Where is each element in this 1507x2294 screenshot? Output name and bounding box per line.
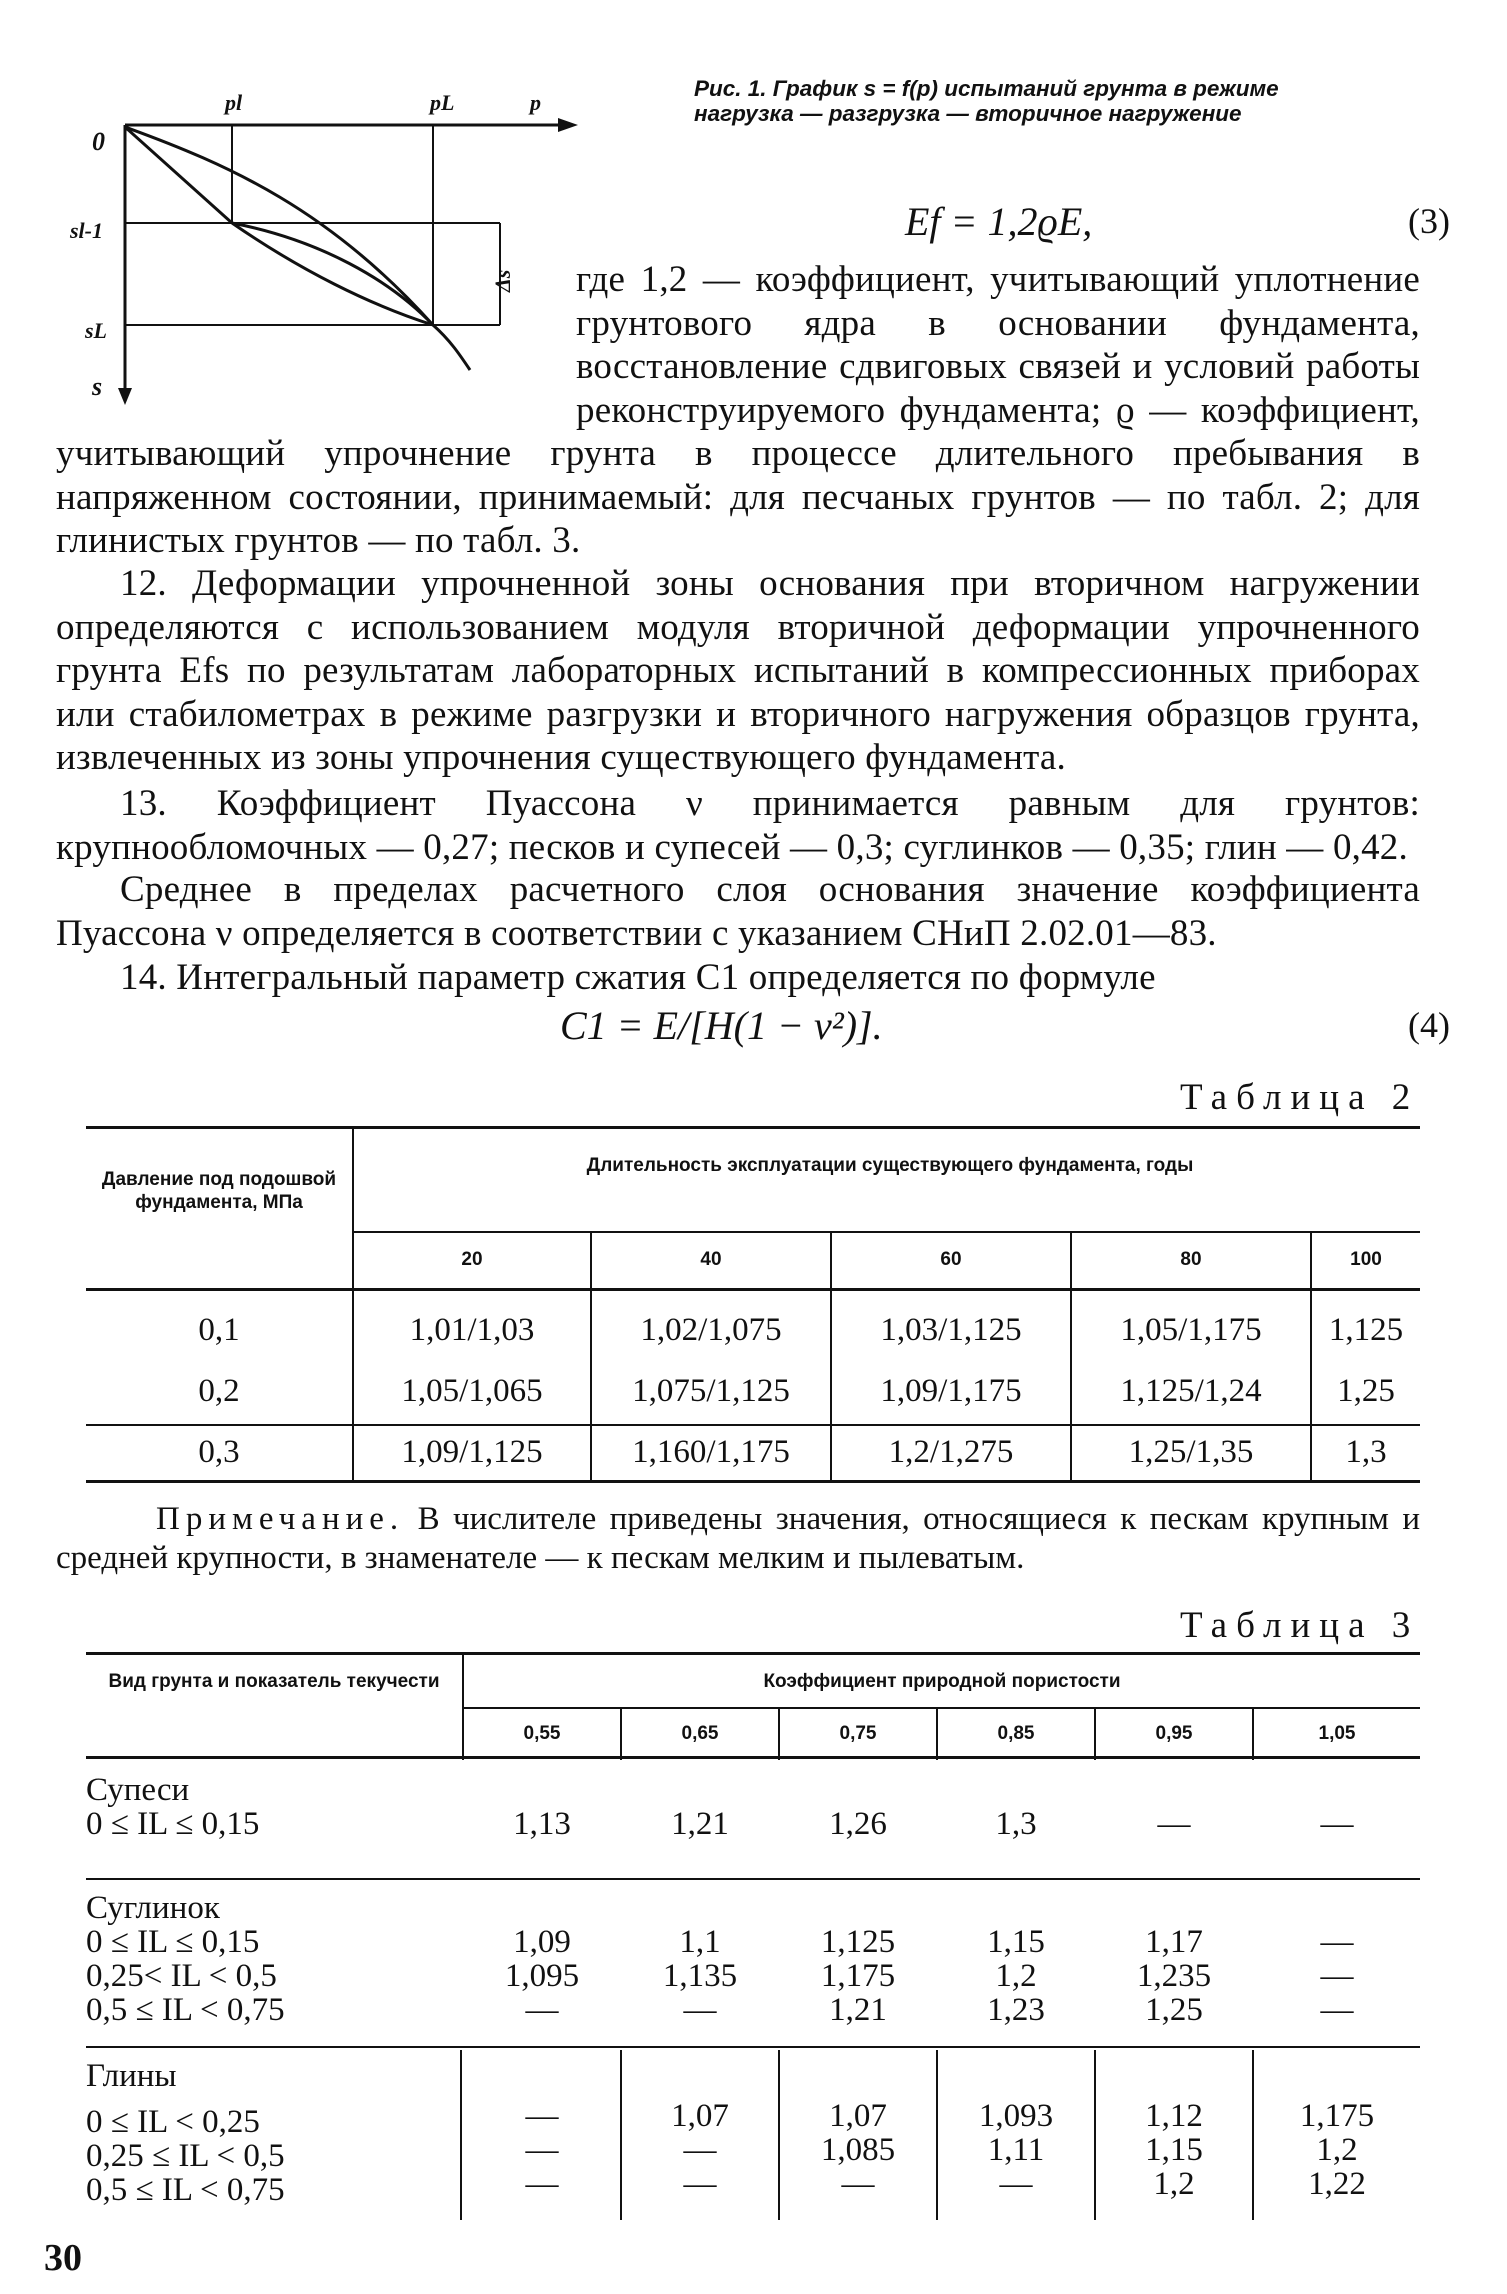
table2-year-header: 100 [1350, 1249, 1382, 1270]
table2-cell: 1,03/1,125 [880, 1312, 1022, 1348]
table2-year-header: 20 [461, 1249, 483, 1270]
paragraph-average: Среднее в пределах расчетного слоя основания значение коэффициента Пуассона ν определяется в соответствии с указанием СНиП 2.02.01—83. [56, 869, 1420, 954]
table2-year-header: 40 [700, 1249, 722, 1270]
fig-label-p1: pl [225, 90, 243, 115]
table3-cell: 1,15 [1145, 2132, 1203, 2168]
fig-label-s-l: sL [85, 318, 107, 343]
table3-cell: 1,12 [1145, 2098, 1203, 2134]
table3-row-label: 0,25< IL < 0,5 [86, 1958, 277, 1994]
table3-cell: 1,07 [829, 2098, 887, 2134]
table3-row-label: 0 ≤ IL ≤ 0,15 [86, 1806, 260, 1842]
table2-cell: 1,25 [1337, 1373, 1395, 1409]
table3-cell: 1,07 [671, 2098, 729, 2134]
table3-cell: 1,23 [987, 1992, 1045, 2028]
table3-cell: 1,135 [662, 1958, 738, 1994]
p-axis-arrow [558, 118, 578, 132]
table3-title: Таблица 3 [1180, 1605, 1420, 1646]
table3-cell: 1,2 [1316, 2132, 1358, 2168]
table3-cell: — [1157, 1806, 1191, 1842]
table2-cell: 1,05/1,175 [1120, 1312, 1262, 1348]
fig-label-p: p [530, 90, 541, 115]
table3-cell: 1,175 [820, 1958, 896, 1994]
table3-porosity-header: 0,75 [839, 1723, 877, 1744]
table2-year-header: 60 [940, 1249, 962, 1270]
table3-group-name: Глины [86, 2058, 177, 2094]
fig-label-s-prev: sl-1 [70, 218, 103, 243]
formula-3-number: (3) [1408, 201, 1450, 241]
table3-col0-header: Вид грунта и показатель текучести [108, 1671, 440, 1692]
table3-cell: 1,25 [1145, 1992, 1203, 2028]
table2-cell: 1,3 [1345, 1434, 1387, 1470]
figure-caption: Рис. 1. График s = f(p) испытаний грунта в режиме нагрузка — разгрузка — вторичное нагружение [694, 76, 1279, 126]
table2-cell: 1,25/1,35 [1128, 1434, 1254, 1470]
table3-porosity-header: 0,65 [681, 1723, 719, 1744]
paragraph-where-text: где 1,2 — коэффициент, учитывающий уплотнение грунтового ядра в основании фундамента, восстановление сдвиговых связей и условий работы реконструируемого фундамента; ϱ — коэффициент, учитывающий упрочнение грунта в процессе длительного пребывания в напряженном состоянии, принимаемый: для песчаных грунтов — по табл. 2; для глинистых грунтов — по табл. 3. [56, 259, 1420, 561]
table2-col0-header: Давление под подошвой фундамента, МПа [101, 1169, 337, 1213]
fig-label-zero: 0 [92, 127, 105, 156]
table3-cell: 1,3 [995, 1806, 1037, 1842]
table3-cell: — [683, 2132, 717, 2168]
paragraph-12: 12. Деформации упрочненной зоны основания при вторичном нагружении определяются с использованием модуля вторичной деформации упрочненного грунта Efs по результатам лабораторных испытаний в компрессионных приборах или стабилометрах в режиме разгрузки и вторичного нагружения образцов грунта, извлеченных из зоны упрочнения существующего фундамента. [56, 563, 1420, 778]
table3-cell: 1,11 [987, 2132, 1045, 2168]
table3-cell: 1,15 [987, 1924, 1045, 1960]
table2-cell: 1,160/1,175 [632, 1434, 790, 1470]
note-label: Примечание. [156, 1501, 405, 1537]
table2-cell: 1,125/1,24 [1120, 1373, 1262, 1409]
table3-cell: — [683, 2166, 717, 2202]
table3-group-name: Супеси [86, 1772, 190, 1808]
table2-note [56, 1500, 1420, 1578]
table3-cell: — [1320, 1958, 1354, 1994]
note-text: В числителе приведены значения, относящиеся к пескам крупным и средней крупности, в знаменателе — к пескам мелким и пылеватым. [56, 1501, 1421, 1576]
table3-cell: 1,235 [1136, 1958, 1212, 1994]
table3-cell: — [1320, 1806, 1354, 1842]
table2-year-header: 80 [1180, 1249, 1202, 1270]
table3-cell: — [1320, 1924, 1354, 1960]
table2-pressure: 0,2 [198, 1373, 240, 1409]
table3-cell: 1,13 [513, 1806, 571, 1842]
formula-3: Ef = 1,2ϱE, [905, 199, 1093, 244]
table2-cell: 1,02/1,075 [640, 1312, 782, 1348]
table3-cell: — [841, 2166, 875, 2202]
table3-group-header: Коэффициент природной пористости [763, 1671, 1121, 1692]
table2-cell: 1,01/1,03 [409, 1312, 535, 1348]
table3-cell: 1,085 [820, 2132, 896, 2168]
table2-cell: 1,2/1,275 [888, 1434, 1014, 1470]
table3-row-label: 0,5 ≤ IL < 0,75 [86, 2172, 285, 2208]
table2-group-header: Длительность эксплуатации существующего фундамента, годы [586, 1155, 1194, 1176]
table3-cell: — [1320, 1992, 1354, 2028]
table2-pressure: 0,3 [198, 1434, 240, 1470]
table3-row-label: 0,25 ≤ IL < 0,5 [86, 2138, 285, 2174]
figure-float-spacer [56, 258, 576, 428]
table3-cell: — [525, 2132, 559, 2168]
table3-cell: 1,2 [995, 1958, 1037, 1994]
table2-cell: 1,075/1,125 [632, 1373, 790, 1409]
table3-cell: 1,125 [820, 1924, 896, 1960]
page-number: 30 [44, 2237, 82, 2279]
table3-cell: 1,17 [1145, 1924, 1203, 1960]
paragraph-14: 14. Интегральный параметр сжатия C1 определяется по формуле [120, 957, 1156, 998]
table2-cell: 1,09/1,175 [880, 1373, 1022, 1409]
table3-group-name: Суглинок [86, 1890, 220, 1926]
table3-porosity-header: 0,95 [1155, 1723, 1193, 1744]
fig-label-p2: pL [430, 90, 455, 115]
table3-cell: — [683, 1992, 717, 2028]
table3-cell: 1,21 [671, 1806, 729, 1842]
table2-title: Таблица 2 [1180, 1077, 1420, 1118]
table3-porosity-header: 0,85 [997, 1723, 1035, 1744]
table3-cell: — [525, 1992, 559, 2028]
table2-cell: 1,09/1,125 [401, 1434, 543, 1470]
table2-cell: 1,05/1,065 [401, 1373, 543, 1409]
table3-cell: — [525, 2098, 559, 2134]
table3-cell: 1,095 [504, 1958, 580, 1994]
table3-cell: — [525, 2166, 559, 2202]
table3-porosity-header: 1,05 [1318, 1723, 1356, 1744]
fig-label-s: s [92, 372, 103, 401]
table3-cell: — [999, 2166, 1033, 2202]
table3-cell: 1,175 [1299, 2098, 1375, 2134]
table3-cell: 1,09 [513, 1924, 571, 1960]
table3-cell: 1,21 [829, 1992, 887, 2028]
table3-cell: 1,1 [679, 1924, 721, 1960]
fig-label-delta-s: Δs [490, 269, 515, 292]
table2-pressure: 0,1 [198, 1312, 240, 1348]
table3-cell: 1,22 [1308, 2166, 1366, 2202]
paragraph-13: 13. Коэффициент Пуассона ν принимается равным для грунтов: крупнообломочных — 0,27; песков и супесей — 0,3; суглинков — 0,35; глин — 0,42. [56, 783, 1420, 868]
table2-cell: 1,125 [1328, 1312, 1404, 1348]
table3-cell: 1,2 [1153, 2166, 1195, 2202]
formula-4-number: (4) [1408, 1005, 1450, 1045]
table3-porosity-header: 0,55 [523, 1723, 561, 1744]
formula-4: C1 = E/[H(1 − ν²)]. [560, 1003, 883, 1048]
table3-cell: 1,26 [829, 1806, 887, 1842]
paragraph-where [56, 258, 1420, 561]
table3-row-label: 0,5 ≤ IL < 0,75 [86, 1992, 285, 2028]
initial-segment [125, 127, 232, 223]
table3-row-label: 0 ≤ IL ≤ 0,15 [86, 1924, 260, 1960]
table3-cell: 1,093 [978, 2098, 1054, 2134]
table3-row-label: 0 ≤ IL < 0,25 [86, 2104, 260, 2140]
